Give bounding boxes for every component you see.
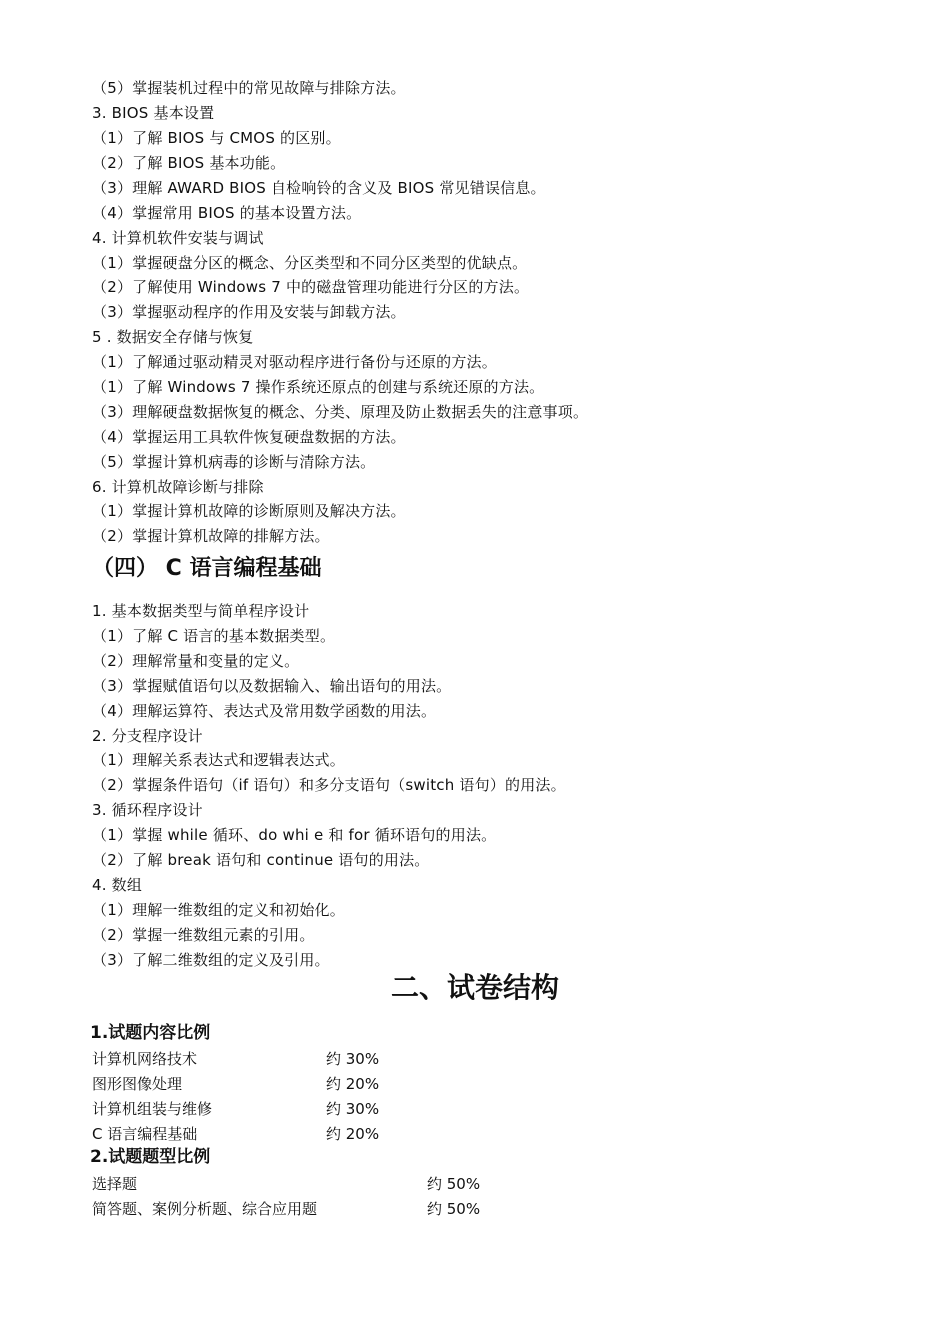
ratio-value: 约 50% [427, 1175, 481, 1193]
ratio-value: 约 20% [326, 1075, 380, 1093]
text-line: 2. 分支程序设计 [92, 727, 203, 745]
text-line: （4）掌握常用 BIOS 的基本设置方法。 [92, 204, 362, 222]
ratio-value: 约 50% [427, 1200, 481, 1218]
text-line: （1）理解一维数组的定义和初始化。 [92, 901, 345, 919]
text-line: （1）了解 Windows 7 操作系统还原点的创建与系统还原的方法。 [92, 378, 545, 396]
ratio-label: 计算机网络技术 [92, 1050, 198, 1068]
text-line: （3）理解 AWARD BIOS 自检响铃的含义及 BIOS 常见错误信息。 [92, 179, 546, 197]
text-line: （2）掌握计算机故障的排解方法。 [92, 527, 330, 545]
text-line: 6. 计算机故障诊断与排除 [92, 478, 264, 496]
text-line: （2）理解常量和变量的定义。 [92, 652, 300, 670]
text-line: （4）掌握运用工具软件恢复硬盘数据的方法。 [92, 428, 406, 446]
ratio-label: 图形图像处理 [92, 1075, 183, 1093]
text-line: （2）了解使用 Windows 7 中的磁盘管理功能进行分区的方法。 [92, 278, 530, 296]
text-line: （1）掌握硬盘分区的概念、分区类型和不同分区类型的优缺点。 [92, 254, 528, 272]
text-line: （2）掌握一维数组元素的引用。 [92, 926, 315, 944]
text-line: （3）理解硬盘数据恢复的概念、分类、原理及防止数据丢失的注意事项。 [92, 403, 589, 421]
section-heading: （四） C 语言编程基础 [92, 556, 322, 581]
type-ratio-title: 2.试题题型比例 [90, 1147, 211, 1167]
text-line: （2）了解 break 语句和 continue 语句的用法。 [92, 851, 430, 869]
ratio-label: 计算机组装与维修 [92, 1100, 213, 1118]
text-line: （3）掌握赋值语句以及数据输入、输出语句的用法。 [92, 677, 452, 695]
text-line: 5 . 数据安全存储与恢复 [92, 328, 254, 346]
text-line: （2）掌握条件语句（if 语句）和多分支语句（switch 语句）的用法。 [92, 776, 566, 794]
ratio-label: 选择题 [92, 1175, 138, 1193]
text-line: 3. 循环程序设计 [92, 801, 203, 819]
text-line: 4. 数组 [92, 876, 143, 894]
ratio-value: 约 20% [326, 1125, 380, 1143]
text-line: （4）理解运算符、表达式及常用数学函数的用法。 [92, 702, 437, 720]
text-line: （1）了解 C 语言的基本数据类型。 [92, 627, 336, 645]
part-heading: 二、试卷结构 [390, 971, 559, 1004]
ratio-value: 约 30% [326, 1100, 380, 1118]
text-line: 1. 基本数据类型与简单程序设计 [92, 602, 310, 620]
ratio-label: 简答题、案例分析题、综合应用题 [92, 1200, 318, 1218]
text-line: （1）了解 BIOS 与 CMOS 的区别。 [92, 129, 341, 147]
text-line: 4. 计算机软件安装与调试 [92, 229, 264, 247]
text-line: （1）掌握计算机故障的诊断原则及解决方法。 [92, 502, 406, 520]
text-line: 3. BIOS 基本设置 [92, 104, 215, 122]
text-line: （1）了解通过驱动精灵对驱动程序进行备份与还原的方法。 [92, 353, 497, 371]
text-line: （2）了解 BIOS 基本功能。 [92, 154, 286, 172]
text-line: （3）了解二维数组的定义及引用。 [92, 951, 330, 969]
content-ratio-title: 1.试题内容比例 [90, 1023, 211, 1043]
text-line: （5）掌握装机过程中的常见故障与排除方法。 [92, 79, 406, 97]
text-line: （1）掌握 while 循环、do whi e 和 for 循环语句的用法。 [92, 826, 497, 844]
text-line: （3）掌握驱动程序的作用及安装与卸载方法。 [92, 303, 406, 321]
ratio-value: 约 30% [326, 1050, 380, 1068]
ratio-label: C 语言编程基础 [92, 1125, 198, 1143]
text-line: （5）掌握计算机病毒的诊断与清除方法。 [92, 453, 376, 471]
text-line: （1）理解关系表达式和逻辑表达式。 [92, 751, 345, 769]
